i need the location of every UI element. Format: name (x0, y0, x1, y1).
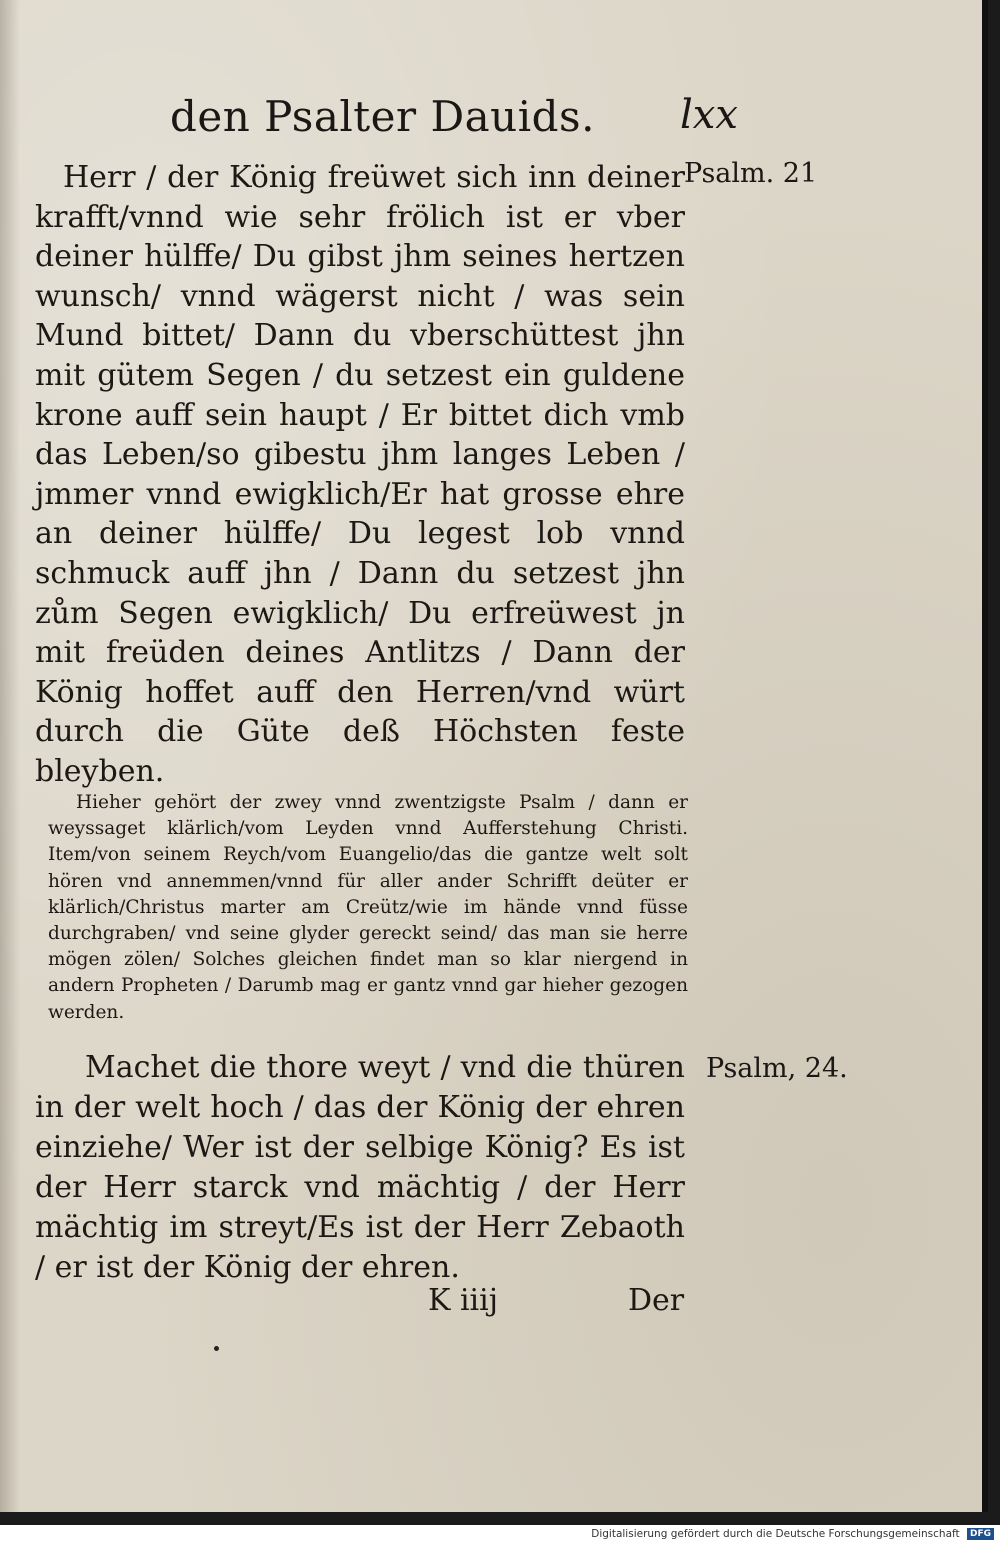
dfg-logo: DFG (967, 1528, 994, 1540)
signature-mark: K iiij (428, 1283, 499, 1318)
psalm-21-passage (35, 158, 685, 792)
psalm-24-text: Machet die thore weyt / vnd die thüren in der welt hoch / das der König der ehren einziehe/ Wer ist der selbige König? Es ist der Herr starck vnd mächtig / der Herr mächtig im streyt/Es ist der Herr Zebaoth / er ist der König der ehren. (35, 1050, 685, 1285)
folio-number: lxx (680, 92, 738, 138)
marginal-note-psalm-24: Psalm, 24. (706, 1053, 848, 1084)
running-head: den Psalter Dauids. (170, 92, 595, 141)
marginal-note-psalm-21: Psalm. 21 (684, 158, 818, 189)
psalm-21-text: Herr / der König freüwet sich inn deiner krafft/vnnd wie sehr frölich ist er vber deiner hülffe/ Du gibst jhm seines hertzen wunsch/ vnnd wägerst nicht / was sein Mund bittet/ Dann du vberschüttest jhn mit gütem Segen / du setzest ein guldene krone auff sein haupt / Er bittet dich vmb das Leben/so gibestu jhm langes Leben / jmmer vnnd ewigklich/Er hat grosse ehre an deiner hülffe/ Du legest lob vnnd schmuck auff jhn / Dann du setzest jhn zům Segen ewigklich/ Du erfreüwest jn mit freüden deines Antlitzs / Dann der König hoffet auff den Herren/vnd würt durch die Güte deß Höchsten feste bleyben. (35, 160, 685, 789)
footer-bar (0, 1525, 1000, 1543)
commentary-block (48, 790, 688, 1026)
ink-speck (214, 1346, 219, 1351)
commentary-text: Hieher gehört der zwey vnnd zwentzigste Psalm / dann er weyssaget klärlich/vom Leyden vnnd Aufferstehung Christi. Item/von seinem Reych/vom Euangelio/das die gantze welt solt hören vnd annemmen/vnnd für aller ander Schrifft deüter er klärlich/Christus marter am Creütz/wie im hände vnnd füsse durchgraben/ vnd seine glyder gereckt seind/ das man sie herre mögen zölen/ Solches gleichen findet man so klar niergend in andern Propheten / Darumb mag er gantz vnnd gar hieher gezogen werden. (48, 792, 688, 1023)
footer-text: Digitalisierung gefördert durch die Deutsche Forschungsgemeinschaft (591, 1528, 960, 1540)
psalm-24-passage (35, 1048, 685, 1288)
catchword: Der (628, 1283, 685, 1318)
gutter-shadow (0, 0, 20, 1512)
